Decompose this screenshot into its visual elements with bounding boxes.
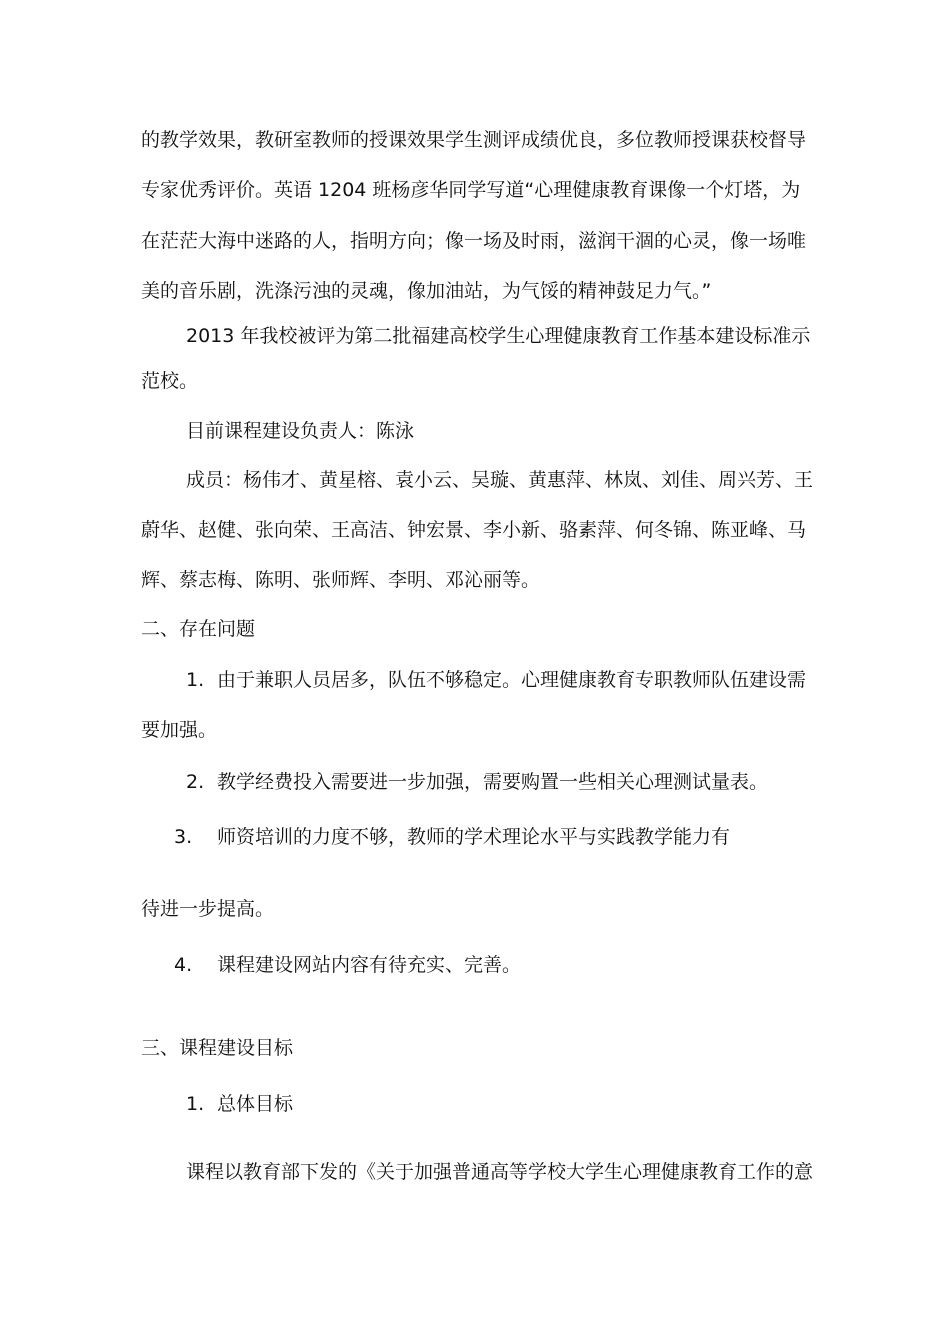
members-line-3: 辉、蔡志梅、陈明、张师辉、李明、邓沁丽等。 — [141, 569, 541, 591]
para1-line-3: 在茫茫大海中迷路的人，指明方向；像一场及时雨，滋润干涸的心灵，像一场唯 — [141, 230, 807, 252]
section3-sub-number: 1. — [186, 1093, 205, 1115]
item4-line-1: 课程建设网站内容有待充实、完善。 — [217, 954, 522, 976]
item3-number: 3. — [174, 826, 193, 848]
para2-line-1: 2013 年我校被评为第二批福建高校学生心理健康教育工作基本建设标准示 — [186, 325, 811, 347]
para1-line-1: 的教学效果，教研室教师的授课效果学生测评成绩优良，多位教师授课获校督导 — [141, 129, 807, 151]
section3-paragraph: 课程以教育部下发的《关于加强普通高等学校大学生心理健康教育工作的意 — [186, 1161, 814, 1183]
item1-number: 1. — [186, 669, 205, 691]
members-line-2: 蔚华、赵健、张向荣、王高洁、钟宏景、李小新、骆素萍、何冬锦、陈亚峰、马 — [141, 519, 807, 541]
item1-line-1: 由于兼职人员居多，队伍不够稳定。心理健康教育专职教师队伍建设需 — [217, 669, 807, 691]
item3-line-1: 师资培训的力度不够，教师的学术理论水平与实践教学能力有 — [217, 826, 731, 848]
item4-number: 4. — [174, 954, 193, 976]
item3-line-2: 待进一步提高。 — [141, 898, 275, 920]
para2-line-2: 范校。 — [141, 370, 199, 392]
section2-heading: 二、存在问题 — [141, 618, 256, 640]
section3-sub-label: 总体目标 — [217, 1093, 294, 1115]
course-leader: 目前课程建设负责人：陈泳 — [186, 420, 415, 442]
item2-line-1: 教学经费投入需要进一步加强，需要购置一些相关心理测试量表。 — [217, 771, 769, 793]
members-line-1: 成员：杨伟才、黄星榕、袁小云、吴璇、黄惠萍、林岚、刘佳、周兴芳、王 — [186, 469, 814, 491]
item2-number: 2. — [186, 771, 205, 793]
item1-line-2: 要加强。 — [141, 719, 218, 741]
para1-line-2: 专家优秀评价。英语 1204 班杨彦华同学写道“心理健康教育课像一个灯塔，为 — [141, 179, 801, 201]
para1-line-4: 美的音乐剧，洗涤污浊的灵魂，像加油站，为气馁的精神鼓足力气。” — [141, 280, 712, 302]
section3-heading: 三、课程建设目标 — [141, 1037, 294, 1059]
